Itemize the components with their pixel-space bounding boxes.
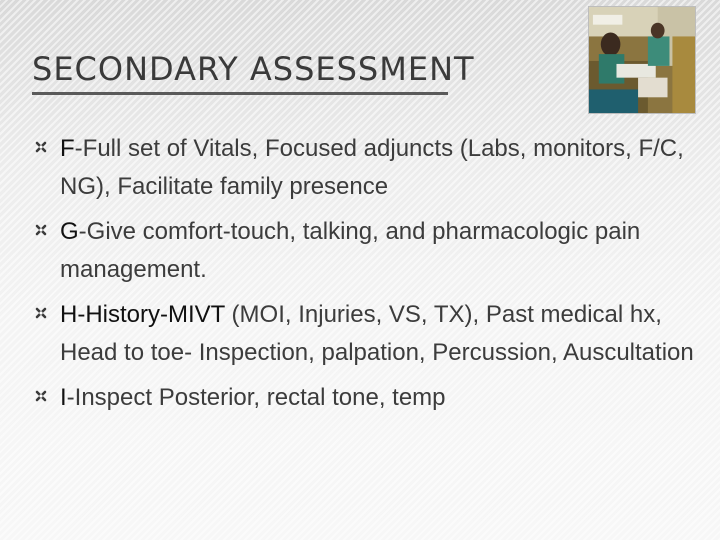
slide-title-text: SECONDARY ASSESSMENT <box>32 50 475 88</box>
x-bullet-icon <box>34 223 48 237</box>
bullet-text: -Inspect Posterior, rectal tone, temp <box>66 384 446 411</box>
x-bullet-icon <box>34 140 48 154</box>
bullet-lead: G <box>60 218 79 245</box>
bullet-list <box>34 130 694 424</box>
bullet-item-f <box>34 130 694 206</box>
bullet-text: (MOI, Injuries, VS, TX), Past medical hx, Head to toe- Inspection, palpation, Percussion, Auscultation <box>60 301 694 366</box>
slide-title <box>32 50 475 88</box>
bullet-text: -Full set of Vitals, Focused adjuncts (Labs, monitors, F/C, NG), Facilitate family presence <box>60 135 684 200</box>
bullet-item-h <box>34 296 694 372</box>
x-bullet-icon <box>34 389 48 403</box>
bullet-lead: F <box>60 135 75 162</box>
bullet-item-i <box>34 379 694 417</box>
title-underline <box>32 92 448 95</box>
bullet-item-g <box>34 213 694 289</box>
clinical-photo <box>588 6 696 114</box>
bullet-lead: H-History-MIVT <box>60 301 225 328</box>
bullet-text: -Give comfort-touch, talking, and pharmacologic pain management. <box>60 218 641 283</box>
photo-image <box>589 7 695 113</box>
bullet-lead: I <box>60 384 67 411</box>
x-bullet-icon <box>34 306 48 320</box>
